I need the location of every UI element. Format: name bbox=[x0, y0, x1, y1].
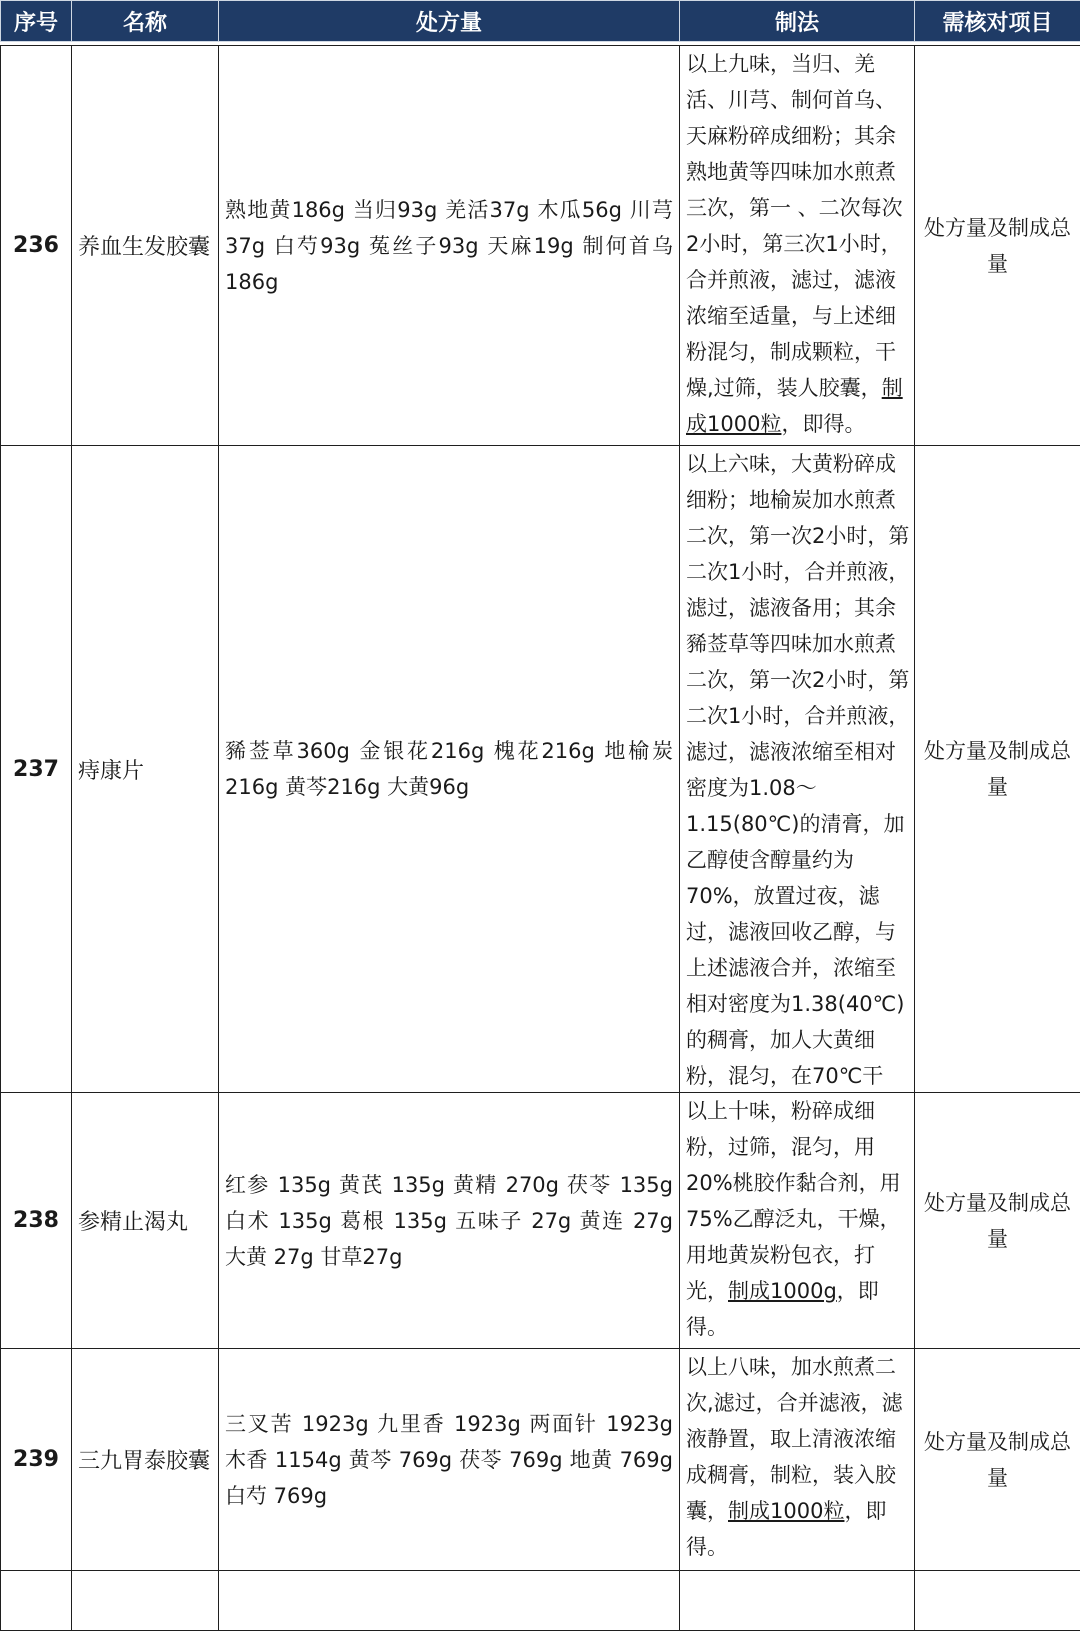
method-text: 以上八味，加水煎煮二次,滤过，合并滤液，滤液静置，取上清液浓缩成稠膏，制粒，装入胶囊， bbox=[686, 1355, 903, 1523]
row-number bbox=[1, 1571, 72, 1631]
check-items bbox=[915, 1571, 1080, 1631]
prescription-amount: 三叉苦 1923g 九里香 1923g 两面针 1923g 木香 1154g 黄芩 769g 茯苓 769g 地黄 769g 白芍 769g bbox=[219, 1349, 680, 1571]
method-end: ，即得。 bbox=[686, 1499, 886, 1559]
method-end: ，即得。 bbox=[781, 412, 865, 436]
header-no: 序号 bbox=[1, 1, 72, 42]
preparation-method bbox=[680, 446, 915, 1093]
check-items: 处方量及制成总量 bbox=[915, 1093, 1080, 1349]
header-row bbox=[1, 1, 1080, 42]
method-end: ，即得。 bbox=[686, 1279, 879, 1339]
header-check: 需核对项目 bbox=[915, 1, 1080, 42]
header-method: 制法 bbox=[680, 1, 915, 42]
drug-name bbox=[72, 1571, 219, 1631]
check-items: 处方量及制成总量 bbox=[915, 1349, 1080, 1571]
drug-name: 养血生发胶囊 bbox=[72, 46, 219, 446]
header-name: 名称 bbox=[72, 1, 219, 42]
method-text: 以上六味，大黄粉碎成细粉；地榆炭加水煎煮二次，第一次2小时，第二次1小时，合并煎液，滤过，滤液备用；其余豨莶草等四味加水煎煮二次，第一次2小时，第二次1小时，合并煎液，滤过，滤液浓缩至相对密度为1.08～1.15(80℃)的清膏，加乙醇使含醇量约为70%，放置过夜，滤过，滤液回收乙醇，与上述滤液合并，浓缩至相对密度为1.38(40℃)的稠膏，加人大黄细粉，混匀，在70℃干 bbox=[686, 452, 909, 1091]
table-row bbox=[1, 1093, 1080, 1349]
preparation-method bbox=[680, 1093, 915, 1349]
method-text: 以上九味，当归、羌活、川芎、制何首乌、天麻粉碎成细粉；其余熟地黄等四味加水煎煮三次，第一 、二次每次2小时，第三次1小时，合并煎液，滤过，滤液浓缩至适量，与上述细粉混匀，制成颗粒，干燥,过筛，装人胶囊， bbox=[686, 52, 903, 400]
row-number: 237 bbox=[1, 446, 72, 1093]
table-row-partial bbox=[1, 1571, 1080, 1631]
prescription-amount: 豨莶草360g 金银花216g 槐花216g 地榆炭216g 黄芩216g 大黄96g bbox=[219, 446, 680, 1093]
prescription-amount: 红参 135g 黄芪 135g 黄精 270g 茯苓 135g 白术 135g 葛根 135g 五味子 27g 黄连 27g 大黄 27g 甘草27g bbox=[219, 1093, 680, 1349]
preparation-method bbox=[680, 46, 915, 446]
method-text: 以上十味，粉碎成细粉，过筛，混匀，用20%桃胶作黏合剂，用75%乙醇泛丸，干燥，用地黄炭粉包衣，打光， bbox=[686, 1099, 901, 1303]
drug-name: 三九胃泰胶囊 bbox=[72, 1349, 219, 1571]
row-number: 236 bbox=[1, 46, 72, 446]
drug-name: 参精止渴丸 bbox=[72, 1093, 219, 1349]
method-yield: 制成1000粒 bbox=[728, 1499, 844, 1523]
preparation-method bbox=[680, 1571, 915, 1631]
table-row bbox=[1, 1349, 1080, 1571]
drug-name: 痔康片 bbox=[72, 446, 219, 1093]
table-row bbox=[1, 446, 1080, 1093]
row-number: 239 bbox=[1, 1349, 72, 1571]
prescription-amount bbox=[219, 1571, 680, 1631]
method-yield: 制成1000粒 bbox=[686, 376, 903, 436]
header-rx: 处方量 bbox=[219, 1, 680, 42]
preparation-method bbox=[680, 1349, 915, 1571]
check-items: 处方量及制成总量 bbox=[915, 46, 1080, 446]
method-yield: 制成1000g bbox=[728, 1279, 837, 1303]
table-row bbox=[1, 46, 1080, 446]
check-items: 处方量及制成总量 bbox=[915, 446, 1080, 1093]
prescription-amount: 熟地黄186g 当归93g 羌活37g 木瓜56g 川芎37g 白芍93g 菟丝子93g 天麻19g 制何首乌186g bbox=[219, 46, 680, 446]
row-number: 238 bbox=[1, 1093, 72, 1349]
